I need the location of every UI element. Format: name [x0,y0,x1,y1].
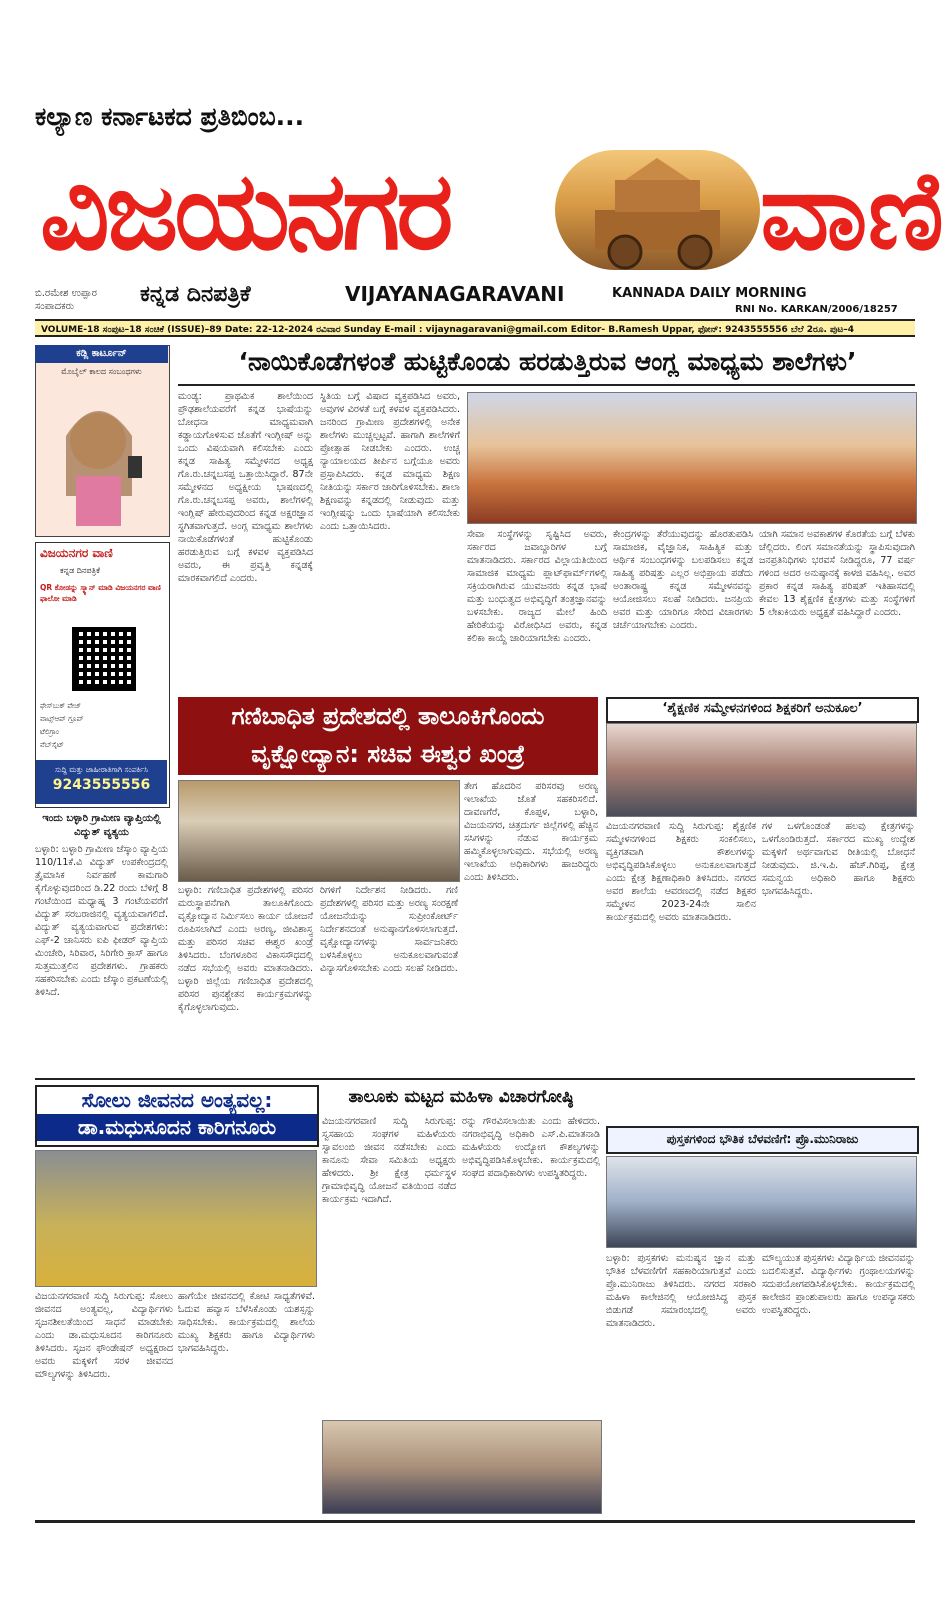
story2-col-2: ರಿಗಳಿಗೆ ನಿರ್ದೇಶನ ನೀಡಿದರು. ಗಣಿ ಪ್ರದೇಶಗಳಲ್ಲಿ ಪರಿಸರ ಮತ್ತು ಅರಣ್ಯ ಸಂರಕ್ಷಣೆ ಯೋಜನೆಯನ್ನು ಸುಪ್ರೀಂಕೋರ್ಟ್ ನಿರ್ದೇಶನದಂತೆ ಅನುಷ್ಠಾನಗೊಳಿಸಲಾಗುತ್ತದೆ. ವೃಕ್ಷೋದ್ಯಾನಗಳನ್ನು ಸಾರ್ವಜನಿಕರು ಬಳಸಿಕೊಳ್ಳಲು ಅನುಕೂಲವಾಗುವಂತೆ ವಿನ್ಯಾಸಗೊಳಿಸಬೇಕು ಎಂದು ಸಲಹೆ ನೀಡಿದರು. [320,885,458,974]
lead-headline: ‘ನಾಯಿಕೊಡೆಗಳಂತೆ ಹುಟ್ಟಿಕೊಂಡು ಹರಡುತ್ತಿರುವ ಆಂಗ್ಲ ಮಾಧ್ಯಮ ಶಾಲೆಗಳು’ [238,347,857,376]
story2-col-1: ಬಳ್ಳಾರಿ: ಗಣಿಬಾಧಿತ ಪ್ರದೇಶಗಳಲ್ಲಿ ಪರಿಸರ ಮರುಸ್ಥಾಪನೆಗಾಗಿ ತಾಲೂಕಿಗೊಂದು ವೃಕ್ಷೋದ್ಯಾನ ನಿರ್ಮಿಸಲು ಕಾರ್ಯ ಯೋಜನೆ ರೂಪಿಸಲಾಗಿದೆ ಎಂದು ಅರಣ್ಯ, ಜೀವಿಶಾಸ್ತ್ರ ಮತ್ತು ಪರಿಸರ ಸಚಿವ ಈಶ್ವರ ಖಂಡ್ರೆ ತಿಳಿಸಿದರು. ಬೆಂಗಳೂರಿನ ವಿಕಾಸಸೌಧದಲ್ಲಿ ನಡೆದ ಸಭೆಯಲ್ಲಿ ಅವರು ಮಾತನಾಡಿದರು. ಬಳ್ಳಾರಿ ಜಿಲ್ಲೆಯ ಗಣಿಬಾಧಿತ ಪ್ರದೇಶದಲ್ಲಿ ಪರಿಸರ ಪುನಶ್ಚೇತನ ಕಾರ್ಯಕ್ರಮಗಳನ್ನು ಕೈಗೊಳ್ಳಲಾಗುವುದು. [178,885,313,1013]
qr-code-icon[interactable] [72,627,136,691]
story2-col-3: ತೇಗ ಹೊದರಿನ ಪರಿಸರವು ಅರಣ್ಯ ಇಲಾಖೆಯ ಜೊತೆ ಸಹಕರಿಸಲಿದೆ. ದಾವಣಗೆರೆ, ಕೊಪ್ಪಳ, ಬಳ್ಳಾರಿ, ವಿಜಯನಗರ, ಚಿತ್ರದುರ್ಗ ಜಿಲ್ಲೆಗಳಲ್ಲಿ ಹೆಚ್ಚಿನ ಸಸಿಗಳನ್ನು ನೆಡುವ ಕಾರ್ಯಕ್ರಮ ಹಮ್ಮಿಕೊಳ್ಳಲಾಗುವುದು. ಸಭೆಯಲ್ಲಿ ಅರಣ್ಯ ಇಲಾಖೆಯ ಅಧಿಕಾರಿಗಳು ಹಾಜರಿದ್ದರು ಎಂದು ತಿಳಿಸಿದರು. [464,781,598,883]
lead-rule [178,384,915,386]
story4-headline-line2: ಡಾ.ಮಧುಸೂದನ ಕಾರಿಗನೂರು [37,1114,317,1141]
story4-headline [35,1085,319,1147]
story5-headline: ತಾಲೂಕು ಮಟ್ಟದ ಮಹಿಳಾ ವಿಚಾರಗೋಷ್ಠಿ [348,1087,574,1107]
promo-brand: ವಿಜಯನಗರ ವಾಣಿ [40,546,113,560]
left-story-body: ಬಳ್ಳಾರಿ: ಬಳ್ಳಾರಿ ಗ್ರಾಮೀಣ ಜೆಸ್ಕಾಂ ವ್ಯಾಪ್ತಿಯ 110/11ಕೆ.ವಿ ವಿದ್ಯುತ್ ಉಪಕೇಂದ್ರದಲ್ಲಿ ತ್ರೈಮಾಸಿಕ ನಿರ್ವಹಣೆ ಕಾಮಗಾರಿ ಕೈಗೊಳ್ಳುವುದರಿಂದ ಡಿ.22 ರಂದು ಬೆಳಿಗ್ಗೆ 8 ಗಂಟೆಯಿಂದ ಮಧ್ಯಾಹ್ನ 3 ಗಂಟೆಯವರೆಗೆ ವಿದ್ಯುತ್ ಸರಬರಾಜಿನಲ್ಲಿ ವ್ಯತ್ಯಯವಾಗಲಿದೆ. ವಿದ್ಯುತ್ ವ್ಯತ್ಯಯವಾಗುವ ಪ್ರದೇಶಗಳು: ಎಫ್-2 ಚಾನಿಸರು ಐಪಿ ಫೀಡರ್ ವ್ಯಾಪ್ತಿಯ ಮಿಂಚೇರಿ, ಸಿರಿವಾರ, ಸಿರಿಗೇರಿ ಕ್ರಾಸ್ ಹಾಗೂ ಸುತ್ತಮುತ್ತಲಿನ ಪ್ರದೇಶಗಳು. ಗ್ರಾಹಕರು ಸಹಕರಿಸಬೇಕು ಎಂದು ಜೆಸ್ಕಾಂ ಪ್ರಕಟಣೆಯಲ್ಲಿ ತಿಳಿಸಿದೆ. [35,844,168,998]
footer-rule [35,1520,915,1523]
promo-contact-label: ಸುದ್ದಿ ಮತ್ತು ಜಾಹೀರಾತಿಗಾಗಿ ಸಂಪರ್ಕಿಸಿ [54,765,149,774]
english-title: VIJAYANAGARAVANI [345,282,565,306]
promo-link-website[interactable]: ವೆಬ್‌ಸೈಟ್ [40,741,64,749]
story6-headline: ಪುಸ್ತಕಗಳಿಂದ ಭೌತಿಕ ಬೆಳವಣಿಗೆ: ಪ್ರೊ.ಮುನಿರಾಜು [606,1126,919,1154]
promo-link-whatsapp[interactable]: ವಾಟ್ಸ್‌ಆಪ್ ಗ್ರೂಪ್ [40,715,84,723]
lead-col-1: ಮಂಡ್ಯ: ಪ್ರಾಥಮಿಕ ಶಾಲೆಯಿಂದ ಪ್ರೌಢಶಾಲೆಯವರೆಗೆ ಕನ್ನಡ ಭಾಷೆಯನ್ನು ಬೋಧನಾ ಮಾಧ್ಯಮವಾಗಿ ಕಡ್ಡಾಯಗೊಳಿಸುವ ಜೊತೆಗೆ ಇಂಗ್ಲೀಷ್ ಅನ್ನು ಒಂದು ವಿಷಯವಾಗಿ ಕಲಿಸಬೇಕು ಎಂದು ಕನ್ನಡ ಸಾಹಿತ್ಯ ಸಮ್ಮೇಳನದ ಅಧ್ಯಕ್ಷ ಗೊ.ರು.ಚನ್ನಬಸಪ್ಪ ಒತ್ತಾಯಿಸಿದ್ದಾರೆ. 87ನೇ ಸಮ್ಮೇಳನದ ಅಧ್ಯಕ್ಷೀಯ ಭಾಷಣದಲ್ಲಿ ಗೊ.ರು.ಚನ್ನಬಸಪ್ಪ ಅವರು, ಶಾಲೆಗಳಲ್ಲಿ ಇಂಗ್ಲಿಷ್ ಹೇರುವುದರಿಂದ ಕನ್ನಡ ಅಕ್ಷರಜ್ಞಾನ ಸ್ಥಗಿತವಾಗುತ್ತದೆ. ಅಂಗ್ಲ ಮಾಧ್ಯಮ ಶಾಲೆಗಳು ನಾಯಿಕೊಡೆಗಳಂತೆ ಹುಟ್ಟಿಕೊಂಡು ಹರಡುತ್ತಿರುವ ಬಗ್ಗೆ ಕಳವಳ ವ್ಯಕ್ತಪಡಿಸಿದ ಅವರು, ಈ ಪ್ರವೃತ್ತಿ ಕನ್ನಡಕ್ಕೆ ಮಾರಕವಾಗಲಿದೆ ಎಂದರು. [178,391,313,584]
story2-headline [178,697,598,775]
story3-photo [606,723,917,817]
promo-links [40,700,163,752]
story4-headline-line1: ಸೋಲು ಜೀವನದ ಅಂತ್ಯವಲ್ಲ: [81,1088,273,1112]
story5-photo [322,1420,602,1514]
story2-headline-line1: ಗಣಿಬಾಧಿತ ಪ್ರದೇಶದಲ್ಲಿ ತಾಲೂಕಿಗೊಂದು [231,702,545,730]
story4-photo [35,1150,317,1287]
left-story-title: ಇಂದು ಬಳ್ಳಾರಿ ಗ್ರಾಮೀಣ ವ್ಯಾಪ್ತಿಯಲ್ಲಿ ವಿದ್ಯುತ್ ವ್ಯತ್ಯಯ [42,813,161,838]
story6-photo [606,1156,917,1248]
lead-photo [467,392,917,524]
story5-col-1: ವಿಜಯನಗರವಾಣಿ ಸುದ್ದಿ ಸಿರುಗುಪ್ಪ: ಸ್ವಸಹಾಯ ಸಂಘಗಳ ಮಹಿಳೆಯರು ಸ್ವಾವಲಂಬಿ ಜೀವನ ನಡೆಸಬೇಕು ಎಂದು ಕಾನೂನು ಸೇವಾ ಸಮಿತಿಯ ಅಧ್ಯಕ್ಷರು ಹೇಳಿದರು. ಶ್ರೀ ಕ್ಷೇತ್ರ ಧರ್ಮಸ್ಥಳ ಗ್ರಾಮಾಭಿವೃದ್ಧಿ ಯೋಜನೆ ವತಿಯಿಂದ ನಡೆದ ಕಾರ್ಯಕ್ರಮ ಇದಾಗಿದೆ. [322,1116,456,1205]
promo-link-telegram[interactable]: ಟೆಲಿಗ್ರಾಂ [40,728,59,736]
issue-info-bar: VOLUME-18 ಸಂಪುಟ–18 ಸಂಚಿಕೆ (ISSUE)–89 Date: 22-12-2024 ರವಿವಾರ Sunday E-mail : vijaynagaravani@gmail.com Editor- B.Ramesh Uppar, ಫೋನ್: 9243555556 ಬೆಲೆ 2ರೂ. ಪುಟ–4 [35,319,915,337]
kannada-daily-label: ಕನ್ನಡ ದಿನಪತ್ರಿಕೆ [140,282,251,307]
rni-number: RNI No. KARKAN/2006/18257 [735,304,898,315]
section-divider [35,1078,915,1080]
promo-contact [36,760,167,804]
lead-col-2: ಸ್ಥಿತಿಯ ಬಗ್ಗೆ ವಿಷಾದ ವ್ಯಕ್ತಪಡಿಸಿದ ಅವರು, ಅವುಗಳ ವಿರಳತೆ ಬಗ್ಗೆ ಕಳವಳ ವ್ಯಕ್ತಪಡಿಸಿದರು. ಜನರಿಂದ ಗ್ರಾಮೀಣ ಪ್ರದೇಶಗಳಲ್ಲಿ ಅನೇಕ ಶಾಲೆಗಳು ಮುಚ್ಚಲ್ಪಟ್ಟವೆ. ಹಾಗಾಗಿ ಶಾಲೆಗಳಿಗೆ ಪ್ರೋತ್ಸಾಹ ನೀಡಬೇಕು ಎಂದರು. ಉಚ್ಚ ನ್ಯಾಯಾಲಯದ ತೀರ್ಪಿನ ಬಗ್ಗೆಯೂ ಅವರು ಪ್ರಸ್ತಾಪಿಸಿದರು. ಕನ್ನಡ ಮಾಧ್ಯಮ ಶಿಕ್ಷಣ ನೀತಿಯನ್ನು ಸರ್ಕಾರ ಜಾರಿಗೊಳಿಸಬೇಕು. ಶಾಲಾ ಶಿಕ್ಷಣವನ್ನು ಕನ್ನಡದಲ್ಲಿ ನೀಡುವುದು ಮತ್ತು ಇಂಗ್ಲೀಷನ್ನು ಒಂದು ಭಾಷೆಯಾಗಿ ಕಲಿಸಬೇಕು ಎಂದು ಒತ್ತಾಯಿಸಿದರು. [320,391,460,532]
story5-col-2: ರನ್ನು ಗೌರವಿಸಲಾಯಿತು ಎಂದು ಹೇಳಿದರು. ನಗರಾಭಿವೃದ್ಧಿ ಅಧಿಕಾರಿ ಎಸ್.ಪಿ.ಮಾತನಾಡಿ ಮಹಿಳೆಯರು ಉದ್ಯೋಗ ಕೌಶಲ್ಯಗಳನ್ನು ಅಭಿವೃದ್ಧಿಪಡಿಸಿಕೊಳ್ಳಬೇಕು. ಕಾರ್ಯಕ್ರಮದಲ್ಲಿ ಸಂಘದ ಪದಾಧಿಕಾರಿಗಳು ಉಪಸ್ಥಿತರಿದ್ದರು. [462,1116,600,1179]
story6-col-1: ಬಳ್ಳಾರಿ: ಪುಸ್ತಕಗಳು ಮನುಷ್ಯನ ಜ್ಞಾನ ಮತ್ತು ಭೌತಿಕ ಬೆಳವಣಿಗೆಗೆ ಸಹಕಾರಿಯಾಗುತ್ತವೆ ಎಂದು ಪ್ರೊ.ಮುನಿರಾಜು ತಿಳಿಸಿದರು. ನಗರದ ಸರಕಾರಿ ಮಹಿಳಾ ಕಾಲೇಜಿನಲ್ಲಿ ಆಯೋಜಿಸಿದ್ದ ಪುಸ್ತಕ ಬಿಡುಗಡೆ ಸಮಾರಂಭದಲ್ಲಿ ಅವರು ಮಾತನಾಡಿದರು. [606,1253,756,1329]
english-subtitle: KANNADA DAILY MORNING [612,286,807,301]
masthead-title-part1: ವಿಜಯನಗರ [40,149,450,274]
lead-col-3: ಸೇವಾ ಸಂಸ್ಥೆಗಳನ್ನು ಸೃಷ್ಟಿಸಿದ ಅವರು, ಸರ್ಕಾರದ ಜವಾಬ್ದಾರಿಗಳ ಬಗ್ಗೆ ಮಾತನಾಡಿದರು. ಸರ್ಕಾರದ ವಿಲ್ಲಾಯತಿಯಿಂದ ಸಾಮಾಜಿಕ ಮಾಧ್ಯಮ ಪ್ಲಾಟ್‌ಫಾರ್ಮ್‌ಗಳಲ್ಲಿ ಸಕ್ರಿಯರಾಗಿರುವ ಯುವಜನರು ಕನ್ನಡ ಭಾಷೆ ಮತ್ತು ಬಂಧುತ್ವದ ಅಭಿವೃದ್ಧಿಗೆ ತಂತ್ರಜ್ಞಾನವನ್ನು ಬಳಸಬೇಕು. ರಾಜ್ಯದ ಮೇಲೆ ಹಿಂದಿ ಹೇರಿಕೆಯನ್ನು ವಿರೋಧಿಸಿದ ಅವರು, ಕನ್ನಡ ಕಲಿಕಾ ಕಾಯ್ದೆ ಜಾರಿಯಾಗಬೇಕು ಎಂದರು. [467,529,607,644]
editor-label: ಬಿ.ರಮೇಶ ಉಪ್ಪಾರ ಸಂಪಾದಕರು [35,288,97,312]
hampi-chariot-logo [555,150,760,270]
story2-photo [178,780,460,882]
story3-col-1: ವಿಜಯನಗರವಾಣಿ ಸುದ್ದಿ ಸಿರುಗುಪ್ಪ: ಶೈಕ್ಷಣಿಕ ಸಮ್ಮೇಳನಗಳಿಂದ ಶಿಕ್ಷಕರು ಸಂಕಲಿಸಲು, ವ್ಯಕ್ತಿಗತವಾಗಿ ಕೌಶಲಗಳನ್ನು ಅಭಿವೃದ್ಧಿಪಡಿಸಿಕೊಳ್ಳಲು ಅನುಕೂಲವಾಗುತ್ತದೆ ಎಂದು ಕ್ಷೇತ್ರ ಶಿಕ್ಷಣಾಧಿಕಾರಿ ತಿಳಿಸಿದರು. ನಗರದ ಅವರ ಶಾಲೆಯ ಆವರಣದಲ್ಲಿ ನಡೆದ ಶಿಕ್ಷಕರ ಸಮ್ಮೇಳನ 2023-24ನೇ ಸಾಲಿನ ಕಾರ್ಯಕ್ರಮದಲ್ಲಿ ಅವರು ಮಾತನಾಡಿದರು. [606,821,756,923]
promo-qr-text: QR ಕೋಡನ್ನು ಸ್ಕ್ಯಾನ್ ಮಾಡಿ ವಿಜಯನಗರ ವಾಣಿ ಫಾಲೋ ಮಾಡಿ [40,583,161,603]
story4-col-1: ವಿಜಯನಗರವಾಣಿ ಸುದ್ದಿ ಸಿರುಗುಪ್ಪ: ಸೋಲು ಜೀವನದ ಅಂತ್ಯವಲ್ಲ, ವಿದ್ಯಾರ್ಥಿಗಳು ಸೃಜನಶೀಲತೆಯಿಂದ ಸಾಧನೆ ಮಾಡಬೇಕು ಎಂದು ಡಾ.ಮಧುಸೂದನ ಕಾರಿಗನೂರು ತಿಳಿಸಿದರು. ಸೃಜನ ಫೌಂಡೇಷನ್ ಅಧ್ಯಕ್ಷರಾದ ಅವರು ಮಕ್ಕಳಿಗೆ ಸರಳ ಜೀವನದ ಮೌಲ್ಯಗಳನ್ನು ತಿಳಿಸಿದರು. [35,1291,173,1380]
masthead-title-part2: ವಾಣಿ [760,149,944,274]
story3-headline: ‘ಶೈಕ್ಷಣಿಕ ಸಮ್ಮೇಳನಗಳಿಂದ ಶಿಕ್ಷಕರಿಗೆ ಅನುಕೂಲ’ [606,697,919,723]
promo-phone: 9243555556 [52,777,151,793]
cartoon-title: ಕಡ್ಲಿ ಕಾರ್ಟೂನ್ [35,345,168,363]
promo-link-facebook[interactable]: ಫೇಸ್‌ಬುಕ್ ಪೇಜ್ [40,702,82,710]
story6-col-2: ಮೌಲ್ಯಯುತ ಪುಸ್ತಕಗಳು ವಿದ್ಯಾರ್ಥಿಯ ಜೀವನವನ್ನು ಬದಲಿಸುತ್ತವೆ. ವಿದ್ಯಾರ್ಥಿಗಳು ಗ್ರಂಥಾಲಯಗಳನ್ನು ಸದುಪಯೋಗಪಡಿಸಿಕೊಳ್ಳಬೇಕು. ಕಾರ್ಯಕ್ರಮದಲ್ಲಿ ಕಾಲೇಜಿನ ಪ್ರಾಂಶುಪಾಲರು ಹಾಗೂ ಉಪನ್ಯಾಸಕರು ಉಪಸ್ಥಿತರಿದ್ದರು. [762,1253,915,1316]
lead-col-5: ಯಾಗಿ ಸಮಾನ ಅವಕಾಶಗಳ ಕೊರತೆಯ ಬಗ್ಗೆ ಬೆಳಕು ಚೆಲ್ಲಿದರು. ಲಿಂಗ ಸಮಾನತೆಯನ್ನು ಸ್ಥಾಪಿಸುವುದಾಗಿ ಜನಪ್ರತಿನಿಧಿಗಳು ಭರವಸೆ ನೀಡಿದ್ದರೂ, 77 ವರ್ಷ ಗಳಿಂದ ಅದರ ಅನುಷ್ಠಾನಕ್ಕೆ ಕಾಳಜಿ ವಹಿಸಿಲ್ಲ. ಅವರ ಪ್ರಕಾರ ಕನ್ನಡ ಸಾಹಿತ್ಯ ಪರಿಷತ್ ಇತಿಹಾಸದಲ್ಲಿ ಕೇವಲ 13 ಶೈಕ್ಷಣಿಕ ಕ್ಷೇತ್ರಗಳು ಮತ್ತು ಸಂಸ್ಥೆಗಳಿಗೆ 5 ಲೇಖಕಿಯರು ಅಧ್ಯಕ್ಷತೆ ವಹಿಸಿದ್ದಾರೆ ಎಂದರು. [759,529,915,618]
story2-headline-line2: ವೃಕ್ಷೋದ್ಯಾನ: ಸಚಿವ ಈಶ್ವರ ಖಂಡ್ರೆ [251,740,525,768]
masthead-tagline: ಕಲ್ಯಾಣ ಕರ್ನಾಟಕದ ಪ್ರತಿಬಿಂಬ... [35,102,305,131]
promo-sub: ಕನ್ನಡ ದಿನಪತ್ರಿಕೆ [60,566,101,575]
lead-col-4: ಕೇಂದ್ರಗಳನ್ನು ತೆರೆಯುವುದನ್ನು ಹೊರತುಪಡಿಸಿ ಸಾಮಾಜಿಕ, ವೈಜ್ಞಾನಿಕ, ಸಾಹಿತ್ಯಿಕ ಮತ್ತು ಆರ್ಥಿಕ ಸಂಬಂಧಗಳನ್ನು ಬಲಪಡಿಸಲು ಕನ್ನಡ ಸಾಹಿತ್ಯ ಪರಿಷತ್ತು ಎಲ್ಲರ ಅಭಿಪ್ರಾಯ ಪಡೆದು ಅಂತಾರಾಷ್ಟ್ರ ಕನ್ನಡ ಸಮ್ಮೇಳನವನ್ನು ಆಯೋಜಿಸಲು ಸಲಹೆ ನೀಡಿದರು. ಜನಪ್ರಿಯ ಅವರ ಮತ್ತು ಯಾರಿಗೂ ಸೇರಿದ ವಿಚಾರಗಳು ಚರ್ಚೆಯಾಗಬೇಕು ಎಂದರು. [613,529,753,631]
cartoon-caption: ಮೊಬೈಲ್ ಕಾಲದ ಸಂಬಂಧಗಳು [61,367,142,376]
story3-col-2: ಗಳ ಒಳಗೊಂಡಂತೆ ಹಲವು ಕ್ಷೇತ್ರಗಳನ್ನು ಒಳಗೊಂಡಿರುತ್ತದೆ. ಸರ್ಕಾರದ ಮುಖ್ಯ ಉದ್ದೇಶ ಮಕ್ಕಳಿಗೆ ಅರ್ಥವಾಗುವ ರೀತಿಯಲ್ಲಿ ಬೋಧನೆ ನೀಡುವುದು. ಜಿ.ಇ.ಪಿ. ಹೆಚ್.ಗಿರಿಪ್ಪ, ಕ್ಷೇತ್ರ ಸಮನ್ವಯ ಅಧಿಕಾರಿ ಹಾಗೂ ಶಿಕ್ಷಕರು ಭಾಗವಹಿಸಿದ್ದರು. [762,821,915,897]
story4-col-2: ಹಾಗೆಯೇ ಜೀವನದಲ್ಲಿ ಕೋಟಿ ಸಾಧ್ಯತೆಗಳಿವೆ. ಓದುವ ಹವ್ಯಾಸ ಬೆಳೆಸಿಕೊಂಡು ಯಶಸ್ಸನ್ನು ಸಾಧಿಸಬೇಕು. ಕಾರ್ಯಕ್ರಮದಲ್ಲಿ ಶಾಲೆಯ ಮುಖ್ಯ ಶಿಕ್ಷಕರು ಹಾಗೂ ವಿದ್ಯಾರ್ಥಿಗಳು ಭಾಗವಹಿಸಿದ್ದರು. [178,1291,315,1354]
